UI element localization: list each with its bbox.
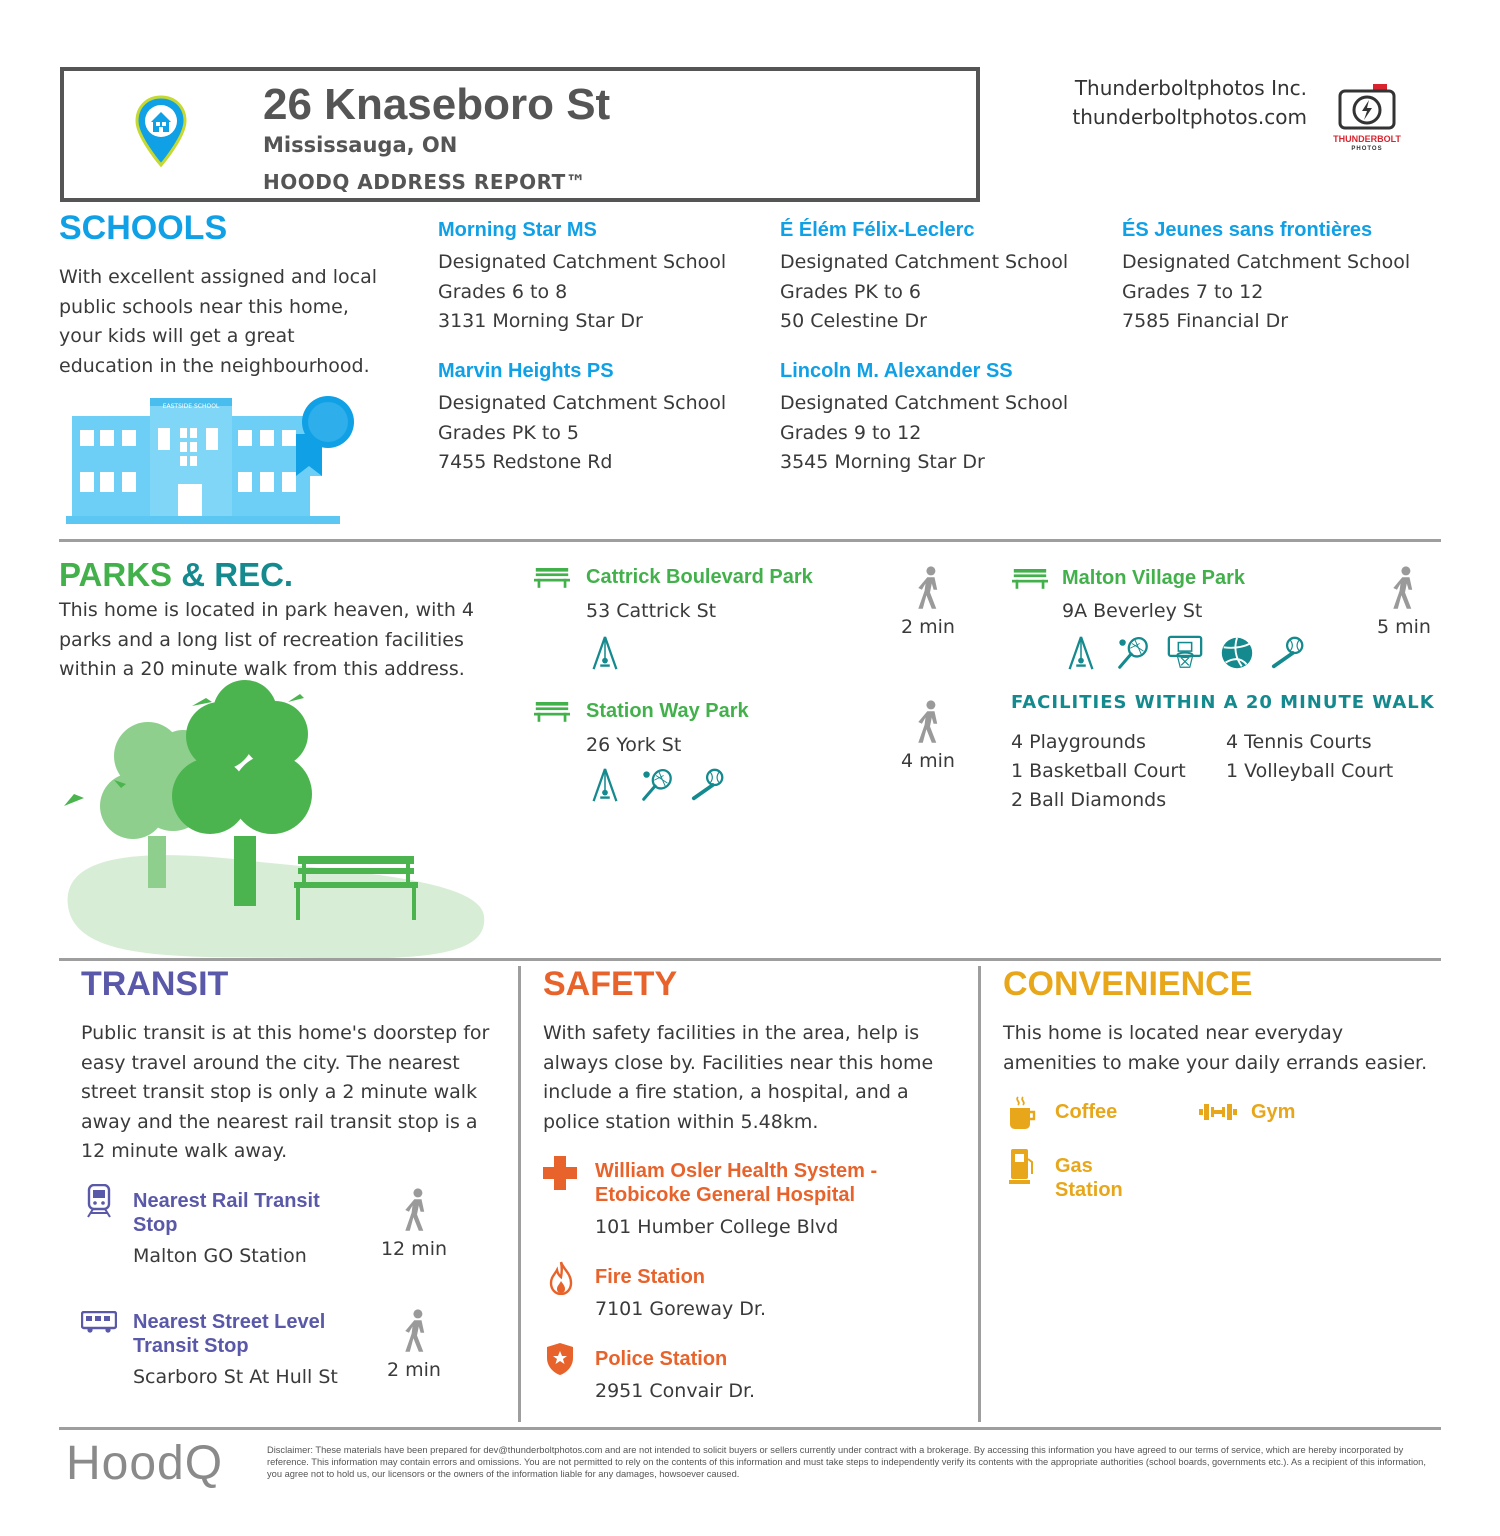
safety-title: SAFETY (543, 965, 678, 1003)
transit-stop-label (133, 1189, 320, 1237)
park-address: 53 Cattrick St (586, 600, 717, 622)
safety-facility-name[interactable] (595, 1265, 705, 1289)
brand-name: Thunderboltphotos Inc. (1074, 76, 1307, 100)
safety-facility-name-line: William Osler Health System - (595, 1160, 878, 1182)
address-street: 26 Knaseboro St (263, 80, 611, 129)
park-trees-illustration (60, 676, 490, 966)
walking-icon (1387, 563, 1423, 613)
school-grades: Grades 9 to 12 (780, 421, 922, 444)
safety-facility-name-line: Fire Station (595, 1266, 706, 1288)
convenience-item-label[interactable] (1055, 1154, 1123, 1202)
school-address: 3545 Morning Star Dr (780, 451, 985, 473)
report-label: HOODQ ADDRESS REPORT™ (263, 170, 587, 194)
hoodq-logo[interactable]: HoodQ (66, 1437, 224, 1490)
safety-facility-name-line: Police Station (595, 1348, 728, 1370)
police-badge-icon (546, 1342, 574, 1376)
brand-logo-word: THUNDERBOLT (1333, 134, 1401, 144)
bench-icon (1012, 567, 1048, 589)
school-name[interactable]: É Élém Félix-Leclerc (780, 219, 975, 241)
school-card[interactable] (1122, 219, 1442, 337)
disclaimer-text: Disclaimer: These materials have been prepared for dev@thunderboltphotos.com and are not intended to solicit buyers or sellers currently under contract with a brokerage. By accessing this information you have agreed to our terms of service, which are hereby incorporated by reference. This information may contain errors and omissions. You are not permitted to rely on the contents of this information and must take steps to independently verify its contents with the appropriate authorities (school boards, governments etc.). As a recipient of this information, you agree not to hold us, our licensors or the owners of the information liable for any damages, howsoever caused. (267, 1445, 1426, 1479)
fire-icon (549, 1261, 573, 1295)
school-name[interactable]: Morning Star MS (438, 219, 597, 241)
safety-facility-address: 101 Humber College Blvd (595, 1216, 839, 1238)
footer-divider (59, 1427, 1441, 1430)
gas-pump-icon (1008, 1147, 1034, 1185)
transit-stop-label-line: Nearest Rail Transit (133, 1190, 320, 1212)
walk-time: 2 min (901, 616, 955, 638)
column-divider (518, 966, 521, 1422)
school-type: Designated Catchment School (438, 251, 727, 273)
safety-facility-address: 7101 Goreway Dr. (595, 1298, 767, 1320)
bench-icon (534, 566, 570, 588)
school-card[interactable] (780, 360, 1100, 478)
bus-icon (81, 1311, 117, 1333)
convenience-title: CONVENIENCE (1003, 965, 1253, 1003)
school-type: Designated Catchment School (438, 392, 727, 414)
school-type: Designated Catchment School (1122, 251, 1411, 273)
school-grades: Grades PK to 5 (438, 421, 580, 444)
school-name[interactable]: Lincoln M. Alexander SS (780, 360, 1013, 382)
address-city: Mississauga, ON (263, 133, 458, 157)
school-grades: Grades PK to 6 (780, 280, 922, 303)
walking-icon (399, 1185, 435, 1235)
school-address: 7585 Financial Dr (1122, 310, 1289, 332)
walk-time: 4 min (901, 750, 955, 772)
school-name[interactable]: Marvin Heights PS (438, 360, 614, 382)
camera-logo-icon (1337, 83, 1397, 131)
school-type: Designated Catchment School (780, 392, 1069, 414)
baseball-icon (690, 766, 728, 804)
convenience-item-label[interactable] (1055, 1100, 1117, 1124)
park-name[interactable]: Malton Village Park (1062, 567, 1246, 589)
park-name[interactable]: Cattrick Boulevard Park (586, 566, 813, 588)
parks-description: This home is located in park heaven, with 4 parks and a long list of recreation facilities within a 20 minute walk from this address. (59, 599, 475, 680)
school-grades: Grades 7 to 12 (1122, 280, 1264, 303)
transit-stop-value[interactable]: Scarboro St At Hull St (133, 1366, 338, 1388)
school-card[interactable] (438, 360, 758, 478)
brand-logo-sub: PHOTOS (1351, 146, 1383, 152)
section-divider (59, 539, 1441, 542)
basketball-icon (1166, 634, 1204, 672)
walk-time: 5 min (1377, 616, 1431, 638)
transit-stop-value[interactable]: Malton GO Station (133, 1245, 307, 1267)
park-facility-icons (1062, 634, 1308, 672)
section-divider (59, 958, 1441, 961)
parks-title-a: PARKS (59, 556, 173, 593)
train-icon (86, 1184, 112, 1218)
school-address: 7455 Redstone Rd (438, 451, 613, 473)
convenience-item-label-line: Station (1055, 1179, 1123, 1201)
transit-stop-label (133, 1310, 325, 1358)
walking-icon (912, 563, 948, 613)
school-name[interactable]: ÉS Jeunes sans frontières (1122, 219, 1373, 241)
walking-icon (399, 1306, 435, 1356)
facility-item: 2 Ball Diamonds (1011, 789, 1167, 811)
dumbbell-icon (1199, 1102, 1237, 1122)
school-type: Designated Catchment School (780, 251, 1069, 273)
convenience-item-label-line: Gym (1251, 1101, 1296, 1123)
school-address: 3131 Morning Star Dr (438, 310, 643, 332)
school-grades: Grades 6 to 8 (438, 280, 568, 303)
transit-stop-label-line: Stop (133, 1214, 178, 1236)
school-building-illustration (66, 388, 360, 528)
convenience-item-label-line: Coffee (1055, 1101, 1118, 1123)
convenience-description: This home is located near everyday amenities to make your daily errands easier. (1003, 1022, 1428, 1074)
park-address: 9A Beverley St (1062, 600, 1203, 622)
school-card[interactable] (780, 219, 1100, 337)
baseball-icon (1270, 634, 1308, 672)
playground-icon (1062, 634, 1100, 672)
bench-icon (534, 700, 570, 722)
park-address: 26 York St (586, 734, 682, 756)
hospital-cross-icon (543, 1156, 577, 1190)
park-facility-icons (586, 634, 624, 672)
transit-description: Public transit is at this home's doorstep for easy travel around the city. The nearest street transit stop is only a 2 minute walk away and the nearest rail transit stop is a 12 minute walk away. (81, 1022, 490, 1162)
brand-url[interactable]: thunderboltphotos.com (1072, 105, 1307, 129)
facility-item: 4 Tennis Courts (1226, 731, 1372, 753)
coffee-icon (1008, 1096, 1036, 1130)
transit-stop-label-line: Transit Stop (133, 1335, 249, 1357)
school-address: 50 Celestine Dr (780, 310, 927, 332)
safety-description: With safety facilities in the area, help is always close by. Facilities near this home include a fire station, a hospital, and a police station within 5.48km. (543, 1022, 934, 1133)
park-facility-icons (586, 766, 728, 804)
transit-stop-label-line: Nearest Street Level (133, 1311, 326, 1333)
safety-facility-name[interactable] (595, 1159, 877, 1207)
school-sign-text: EASTSIDE SCHOOL (162, 403, 220, 410)
safety-facility-name[interactable] (595, 1347, 727, 1371)
playground-icon (586, 766, 624, 804)
schools-description: With excellent assigned and local public schools near this home, your kids will get a great education in the neighbourhood. (59, 266, 378, 377)
park-name[interactable]: Station Way Park (586, 700, 749, 722)
walking-icon (912, 697, 948, 747)
schools-title: SCHOOLS (59, 209, 228, 247)
transit-title: TRANSIT (81, 965, 229, 1003)
facility-item: 1 Basketball Court (1011, 760, 1186, 782)
safety-facility-name-line: Etobicoke General Hospital (595, 1184, 856, 1206)
safety-facility-address: 2951 Convair Dr. (595, 1380, 756, 1402)
convenience-item-label-line: Gas (1055, 1155, 1093, 1177)
facilities-title: FACILITIES WITHIN A 20 MINUTE WALK (1011, 692, 1435, 713)
tennis-icon (1114, 634, 1152, 672)
facility-item: 1 Volleyball Court (1226, 760, 1394, 782)
column-divider (978, 966, 981, 1422)
playground-icon (586, 634, 624, 672)
parks-title (59, 556, 293, 594)
walk-time: 12 min (380, 1238, 448, 1260)
walk-time: 2 min (387, 1359, 441, 1381)
convenience-item-label[interactable] (1251, 1100, 1295, 1124)
tennis-icon (638, 766, 676, 804)
volleyball-icon (1218, 634, 1256, 672)
house-pin-icon (134, 95, 188, 167)
school-card[interactable] (438, 219, 758, 337)
parks-title-b: & REC. (181, 556, 294, 593)
facility-item: 4 Playgrounds (1011, 731, 1146, 753)
